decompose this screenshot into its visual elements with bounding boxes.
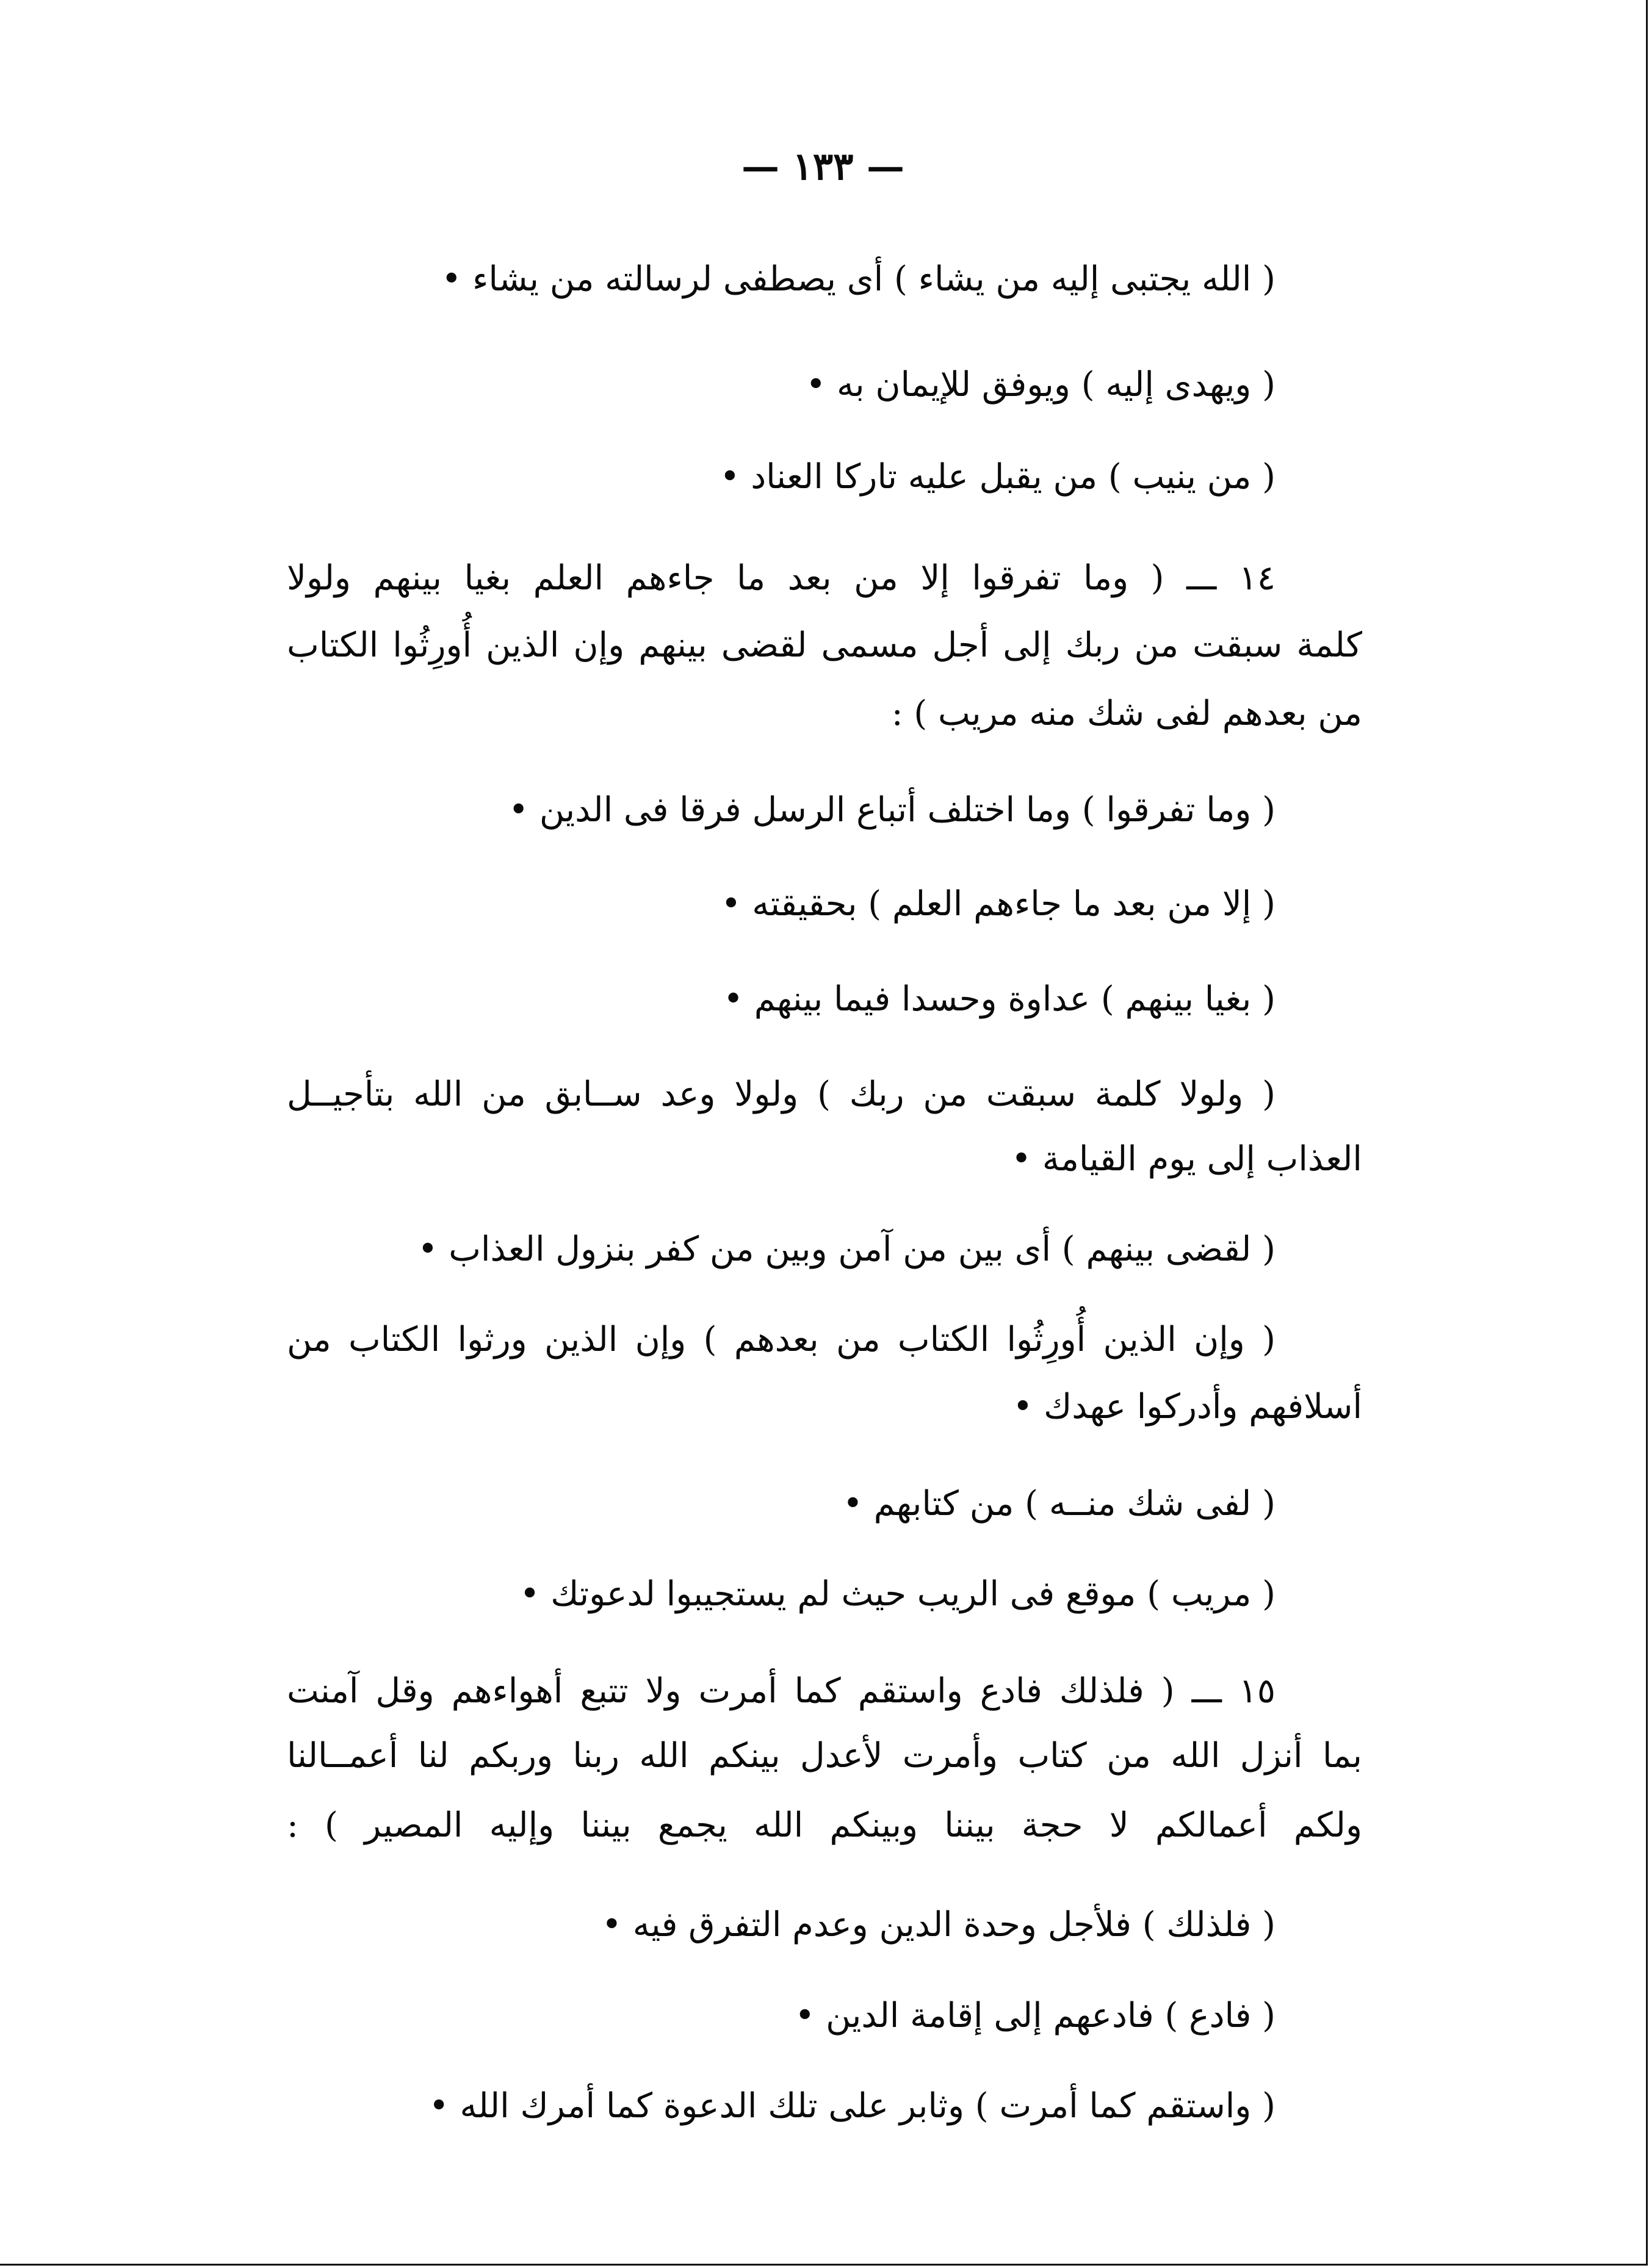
page-number: — ١٣٣ — xyxy=(741,144,905,189)
text-line: ( ولولا كلمة سبقت من ربك ) ولولا وعد ســابق من الله بتأجيــل xyxy=(287,1075,1276,1114)
text-line: ( وما تفرقوا ) وما اختلف أتباع الرسل فرقا فى الدين • xyxy=(508,790,1276,830)
text-line: ١٥ ـــ ( فلذلك فادع واستقم كما أمرت ولا تتبع أهواءهم وقل آمنت xyxy=(287,1671,1276,1711)
text-line: العذاب إلى يوم القيامة • xyxy=(1011,1139,1362,1179)
text-line: أسلافهم وأدركوا عهدك • xyxy=(1012,1387,1362,1427)
text-line: ( فلذلك ) فلأجل وحدة الدين وعدم التفرق فيه • xyxy=(601,1905,1276,1945)
text-line: ولكم أعمالكم لا حجة بيننا وبينكم الله يجمع بيننا وإليه المصير ) : xyxy=(287,1805,1362,1845)
text-line: ( إلا من بعد ما جاءهم العلم ) بحقيقته • xyxy=(721,884,1276,924)
text-line: ( وإن الذين أُورِثُوا الكتاب من بعدهم ) وإن الذين ورثوا الكتاب من xyxy=(287,1320,1276,1359)
text-line: بما أنزل الله من كتاب وأمرت لأعدل بينكم الله ربنا وربكم لنا أعمــالنا xyxy=(287,1736,1362,1776)
text-line: ( لفى شك منــه ) من كتابهم • xyxy=(842,1484,1276,1524)
text-line: ( لقضى بينهم ) أى بين من آمن وبين من كفر بنزول العذاب • xyxy=(417,1229,1276,1269)
text-line: ( بغيا بينهم ) عداوة وحسدا فيما بينهم • xyxy=(723,979,1276,1019)
text-line: ( من ينيب ) من يقبل عليه تاركا العناد • xyxy=(720,457,1276,497)
text-line: ( الله يجتبى إليه من يشاء ) أى يصطفى لرسالته من يشاء • xyxy=(441,259,1276,299)
text-line: كلمة سبقت من ربك إلى أجل مسمى لقضى بينهم وإن الذين أُورِثُوا الكتاب xyxy=(287,625,1362,665)
text-line: ( فادع ) فادعهم إلى إقامة الدين • xyxy=(795,1996,1276,2036)
text-line: ( واستقم كما أمرت ) وثابر على تلك الدعوة كما أمرك الله • xyxy=(428,2086,1276,2126)
text-line: من بعدهم لفى شك منه مريب ) : xyxy=(891,694,1362,733)
text-line: ( ويهدى إليه ) ويوفق للإيمان به • xyxy=(806,365,1276,405)
text-line: ١٤ ـــ ( وما تفرقوا إلا من بعد ما جاءهم العلم بغيا بينهم ولولا xyxy=(287,558,1276,598)
text-line: ( مريب ) موقع فى الريب حيث لم يستجيبوا لدعوتك • xyxy=(519,1574,1276,1614)
